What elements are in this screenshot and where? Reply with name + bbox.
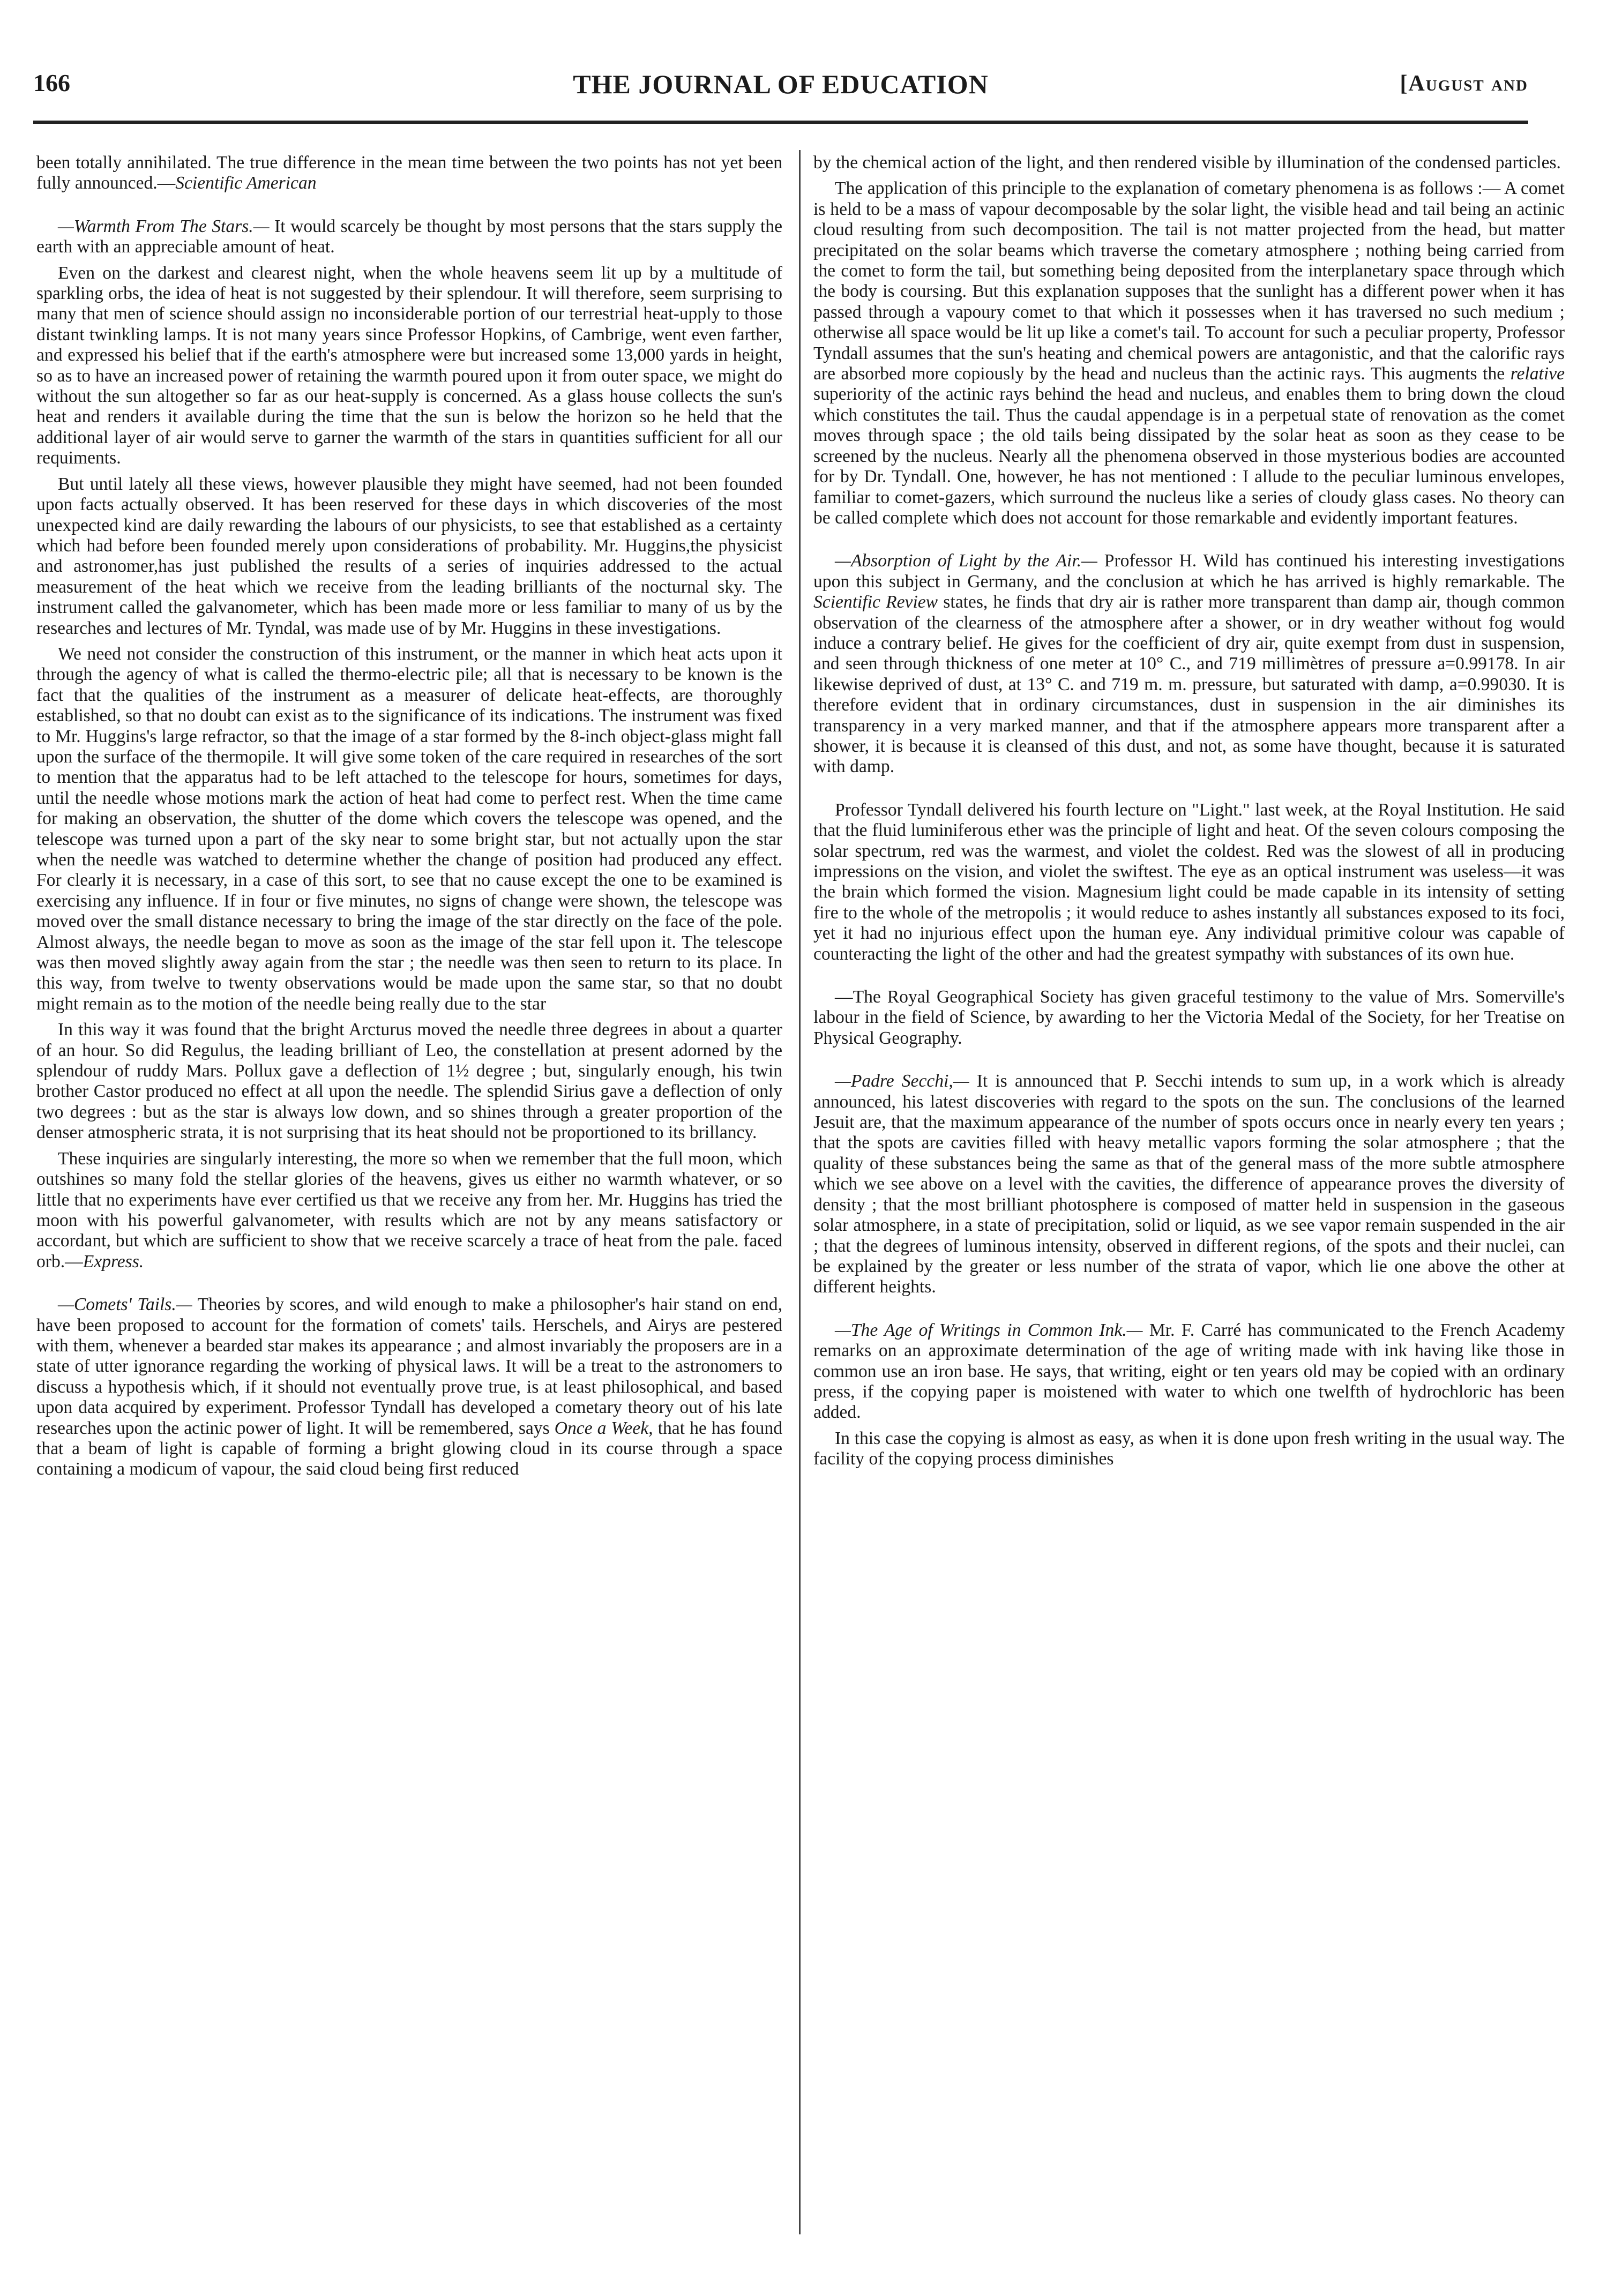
page-number: 166 [33,69,70,96]
article-title: —Absorption of Light by the Air.— [835,551,1097,571]
paragraph: The application of this principle to the explanation of cometary phenomena is as follows :— A comet is held to be a mass of vapour decomposable by the solar light, the visible head and tail being an actinic cloud resulting from such decomposition. The tail is not matter projected from the head, but matter precipitated on the solar beams which traverse the cometary atmosphere ; nothing being carried from the comet to form the tail, but something being deposited from the interplanetary space through which the body is coursing. But this explanation supposes that the sunlight has a different power when it has passed through a vapoury comet to that which it possesses when it has traversed no such medium ; otherwise all space would be lit up like a comet's tail. To account for such a peculiar property, Professor Tyndall assumes that the sun's heating and chemical powers are antagonistic, and that the calorific rays are absorbed more copiously by the head and nucleus than the actinic rays. This augments the relative superiority of the actinic rays behind the head and nucleus, and enables them to bring down the cloud which constitutes the tail. Thus the caudal appendage is in a perpetual state of renovation as the comet moves through space ; the old tails being dissipated by the solar heat as soon as they cease to be screened by the nucleus. Nearly all the phenomena observed in those mysterious bodies are accounted for by Dr. Tyndall. One, however, he has not mentioned : I allude to the peculiar luminous envelopes, familiar to comet-gazers, which surround the nucleus like a series of cloudy glass cases. No theory can be called complete which does not account for those remarkable and evidently important features. [813,178,1565,528]
paragraph: In this case the copying is almost as easy, as when it is done upon fresh writing in the usual way. The facility of the copying process diminishes [813,1428,1565,1469]
paragraph: —Warmth From The Stars.— It would scarcely be thought by most persons that the stars supply the earth with an appreciable amount of heat. [36,216,782,257]
page-header [33,69,1528,111]
source-credit: Express. [83,1251,144,1272]
article-title: —The Age of Writings in Common Ink.— [835,1320,1143,1340]
paragraph: In this way it was found that the bright Arcturus moved the needle three degrees in about a quarter of an hour. So did Regulus, the leading brilliant of Leo, the constellation at present adorned by the splendour of ruddy Mars. Pollux gave a deflection of 1½ degree ; but, singularly enough, his twin brother Castor produced no effect at all upon the needle. The splendid Sirius gave a deflection of only two degrees : but as the star is always low down, and so shines through a greater proportion of the denser atmospheric strata, it is not surprising that its heat should not be proportioned to its brillancy. [36,1020,782,1143]
paragraph: But until lately all these views, however plausible they might have seemed, had not been founded upon facts actually observed. It has been reserved for these days in which discoveries of the most unexpected kind are daily rewarding the labours of our physicists, to see that established as a certainty which had before been founded merely upon considerations of probability. Mr. Huggins,the physicist and astronomer,has just published the results of a series of inquiries addressed to the actual measurement of the heat which we receive from the leading brilliants of the nocturnal sky. The instrument called the galvanometer, which has been made more or less familiar to many of us by the researches and lectures of Mr. Tyndal, was made use of by Mr. Huggins in these investigations. [36,474,782,638]
article-title: —Comets' Tails.— [58,1295,192,1315]
article-title: —Padre Secchi,— [835,1071,969,1091]
paragraph: —Padre Secchi,— It is announced that P. Secchi intends to sum up, in a work which is already announced, his latest discoveries with regard to the spots on the sun. The conclusions of the learned Jesuit are, that the maximum appearance of the number of spots occurs once in nearly every ten years ; that the spots are cavities filled with heavy metallic vapors forming the solar atmosphere ; that the quality of these substances being the same as that of the general mass of the more subtle atmosphere which we see above on a level with the cavities, the difference of appearance proves the diversity of density ; that the most brilliant photosphere is composed of matter held in suspension in the gaseous solar atmosphere, in a state of precipitation, solid or liquid, as we see vapor remain suspended in the air ; that the degrees of luminous intensity, observed in different regions, of the spots and their nuclei, can be explained by the greater or less number of the strata of vapor, which lie one above the other at different heights. [813,1071,1565,1297]
left-column [36,153,782,2237]
paragraph: We need not consider the construction of this instrument, or the manner in which heat acts upon it through the agency of what is called the thermo-electric pile; all that is necessary to be known is the fact that the qualities of the instrument as a measurer of delicate heat-effects, are thoroughly established, so that no doubt can exist as to the significance of its indications. The instrument was fixed to Mr. Huggins's large refractor, so that the image of a star formed by the 8-inch object-glass might fall upon the surface of the thermopile. It will give some token of the care required in researches of the sort to mention that the apparatus had to be left attached to the telescope for hours, sometimes for days, until the needle whose motions mark the action of heat had come to perfect rest. When the time came for making an observation, the shutter of the dome which covers the telescope was opened, and the telescope was turned upon a part of the sky near to some bright star, but not actually upon the star when the needle was watched to determine whether the change of position had produced any effect. For clearly it is necessary, in a case of this sort, to see that no cause except the one to be examined is exercising any influence. If in four or five minutes, no signs of change were shown, the telescope was moved over the small distance necessary to bring the image of the star directly on the face of the pole. Almost always, the needle began to move as soon as the image of the star fell upon it. The telescope was then moved slightly away again from the star ; the needle was then seen to return to its place. In this way, from twelve to twenty observations would be made upon the same star, so that no doubt might remain as to the motion of the needle being really due to the star [36,644,782,1014]
journal-title: THE JOURNAL OF EDUCATION [573,69,989,99]
paragraph: Even on the darkest and clearest night, when the whole heavens seem lit up by a multitude of sparkling orbs, the idea of heat is not suggested by their splendour. It will therefore, seem surprising to many that men of science should assign no inconsiderable portion of our terrestrial heat-upply to those distant twinkling lamps. It is not many years since Professor Hopkins, of Cambrige, went even farther, and expressed his belief that if the earth's atmosphere were but increased some 13,000 yards in height, so as to have an increased power of retaining the warmth poured upon it from outer space, we might do without the sun altogether so far as our heat-supply is concerned. As a glass house collects the sun's heat and renders it available during the time that the sun is below the horizon so he held that the additional layer of air would serve to garner the warmth of the stars in quantities sufficient for all our requiments. [36,263,782,468]
running-head: [August and [1400,71,1528,96]
column-divider [799,150,801,2234]
paragraph: by the chemical action of the light, and then rendered visible by illumination of the condensed particles. [813,153,1561,173]
paragraph: —The Age of Writings in Common Ink.— Mr. F. Carré has communicated to the French Academy remarks on an approximate determination of the age of writing made with ink having like those in common use an iron base. He says, that writing, eight or ten years old may be copied with an ordinary press, if the copying paper is moistened with water to which one twelfth of hydrochloric has been added. [813,1320,1565,1423]
paragraph: been totally annihilated. The true difference in the mean time between the two points has not yet been fully announced.—Scientific American [36,153,782,193]
paragraph: Professor Tyndall delivered his fourth lecture on "Light." last week, at the Royal Institution. He said that the fluid luminiferous ether was the principle of light and heat. Of the seven colours composing the solar spectrum, red was the warmest, and violet the coldest. Red was the slowest of all in producing impressions on the vision, and violet the swiftest. The eye as an optical instrument was useless—it was the brain which formed the vision. Magnesium light could be made capable in its intensity of setting fire to the whole of the metropolis ; it would reduce to ashes instantly all substances exposed to its foci, yet it had no injurious effect upon the human eye. Any individual primitive colour was capable of counteracting the light of the other and had the greatest sympathy with substances of its own hue. [813,799,1565,964]
paragraph: —Comets' Tails.— Theories by scores, and wild enough to make a philosopher's hair stand on end, have been proposed to account for the formation of comets' tails. Herschels, and Airys are pestered with them, whenever a bearded star makes its appearance ; and almost invariably the proposers are in a state of utter ignorance regarding the working of physical laws. It will be a treat to the astronomers to discuss a hypothesis which, if it should not eventually prove true, is at least philosophical, and based upon data acquired by experiment. Professor Tyndall has developed a cometary theory out of his late researches upon the actinic power of light. It will be remembered, says Once a Week, that he has found that a beam of light is capable of forming a bright glowing cloud in its course through a space containing a modicum of vapour, the said cloud being first reduced [36,1295,782,1479]
paragraph: —The Royal Geographical Society has given graceful testimony to the value of Mrs. Somerville's labour in the field of Science, by awarding to her the Victoria Medal of the Society, for her Treatise on Physical Geography. [813,987,1565,1048]
paragraph: —Absorption of Light by the Air.— Professor H. Wild has continued his interesting investigations upon this subject in Germany, and the conclusion at which he has arrived is highly remarkable. The Scientific Review states, he finds that dry air is rather more transparent than damp air, though common observation of the clearness of the atmosphere after a shower, or in dry weather without fog would induce a contrary belief. He gives for the coefficient of dry air, quite exempt from dust in suspension, and seen through thickness of one meter at 10° C., and 719 millimètres of pressure a=0.99178. In air likewise deprived of dust, at 13° C. and 719 m. m. pressure, but saturated with damp, a=0.99030. It is therefore evident that in ordinary circumstances, dust in suspension in the air diminishes its transparency in a very marked manner, and that if the atmosphere appears more transparent after a shower, it is because it is cleansed of this dust, and not, as some have thought, because it is saturated with damp. [813,551,1565,777]
source-credit: Scientific American [175,173,317,193]
header-rule [33,121,1528,124]
right-column [813,153,1565,2237]
paragraph: These inquiries are singularly interesting, the more so when we remember that the full moon, which outshines so many fold the stellar glories of the heavens, gives us either no warmth whatever, or so little that no experiments have ever certified us that we receive any from her. Mr. Huggins has tried the moon with his powerful galvanometer, with results which are not by any means satisfactory or accordant, but which are sufficient to show that we receive scarcely a trace of heat from the pale. faced orb.—Express. [36,1148,782,1272]
article-title: —Warmth From The Stars.— [58,216,270,236]
